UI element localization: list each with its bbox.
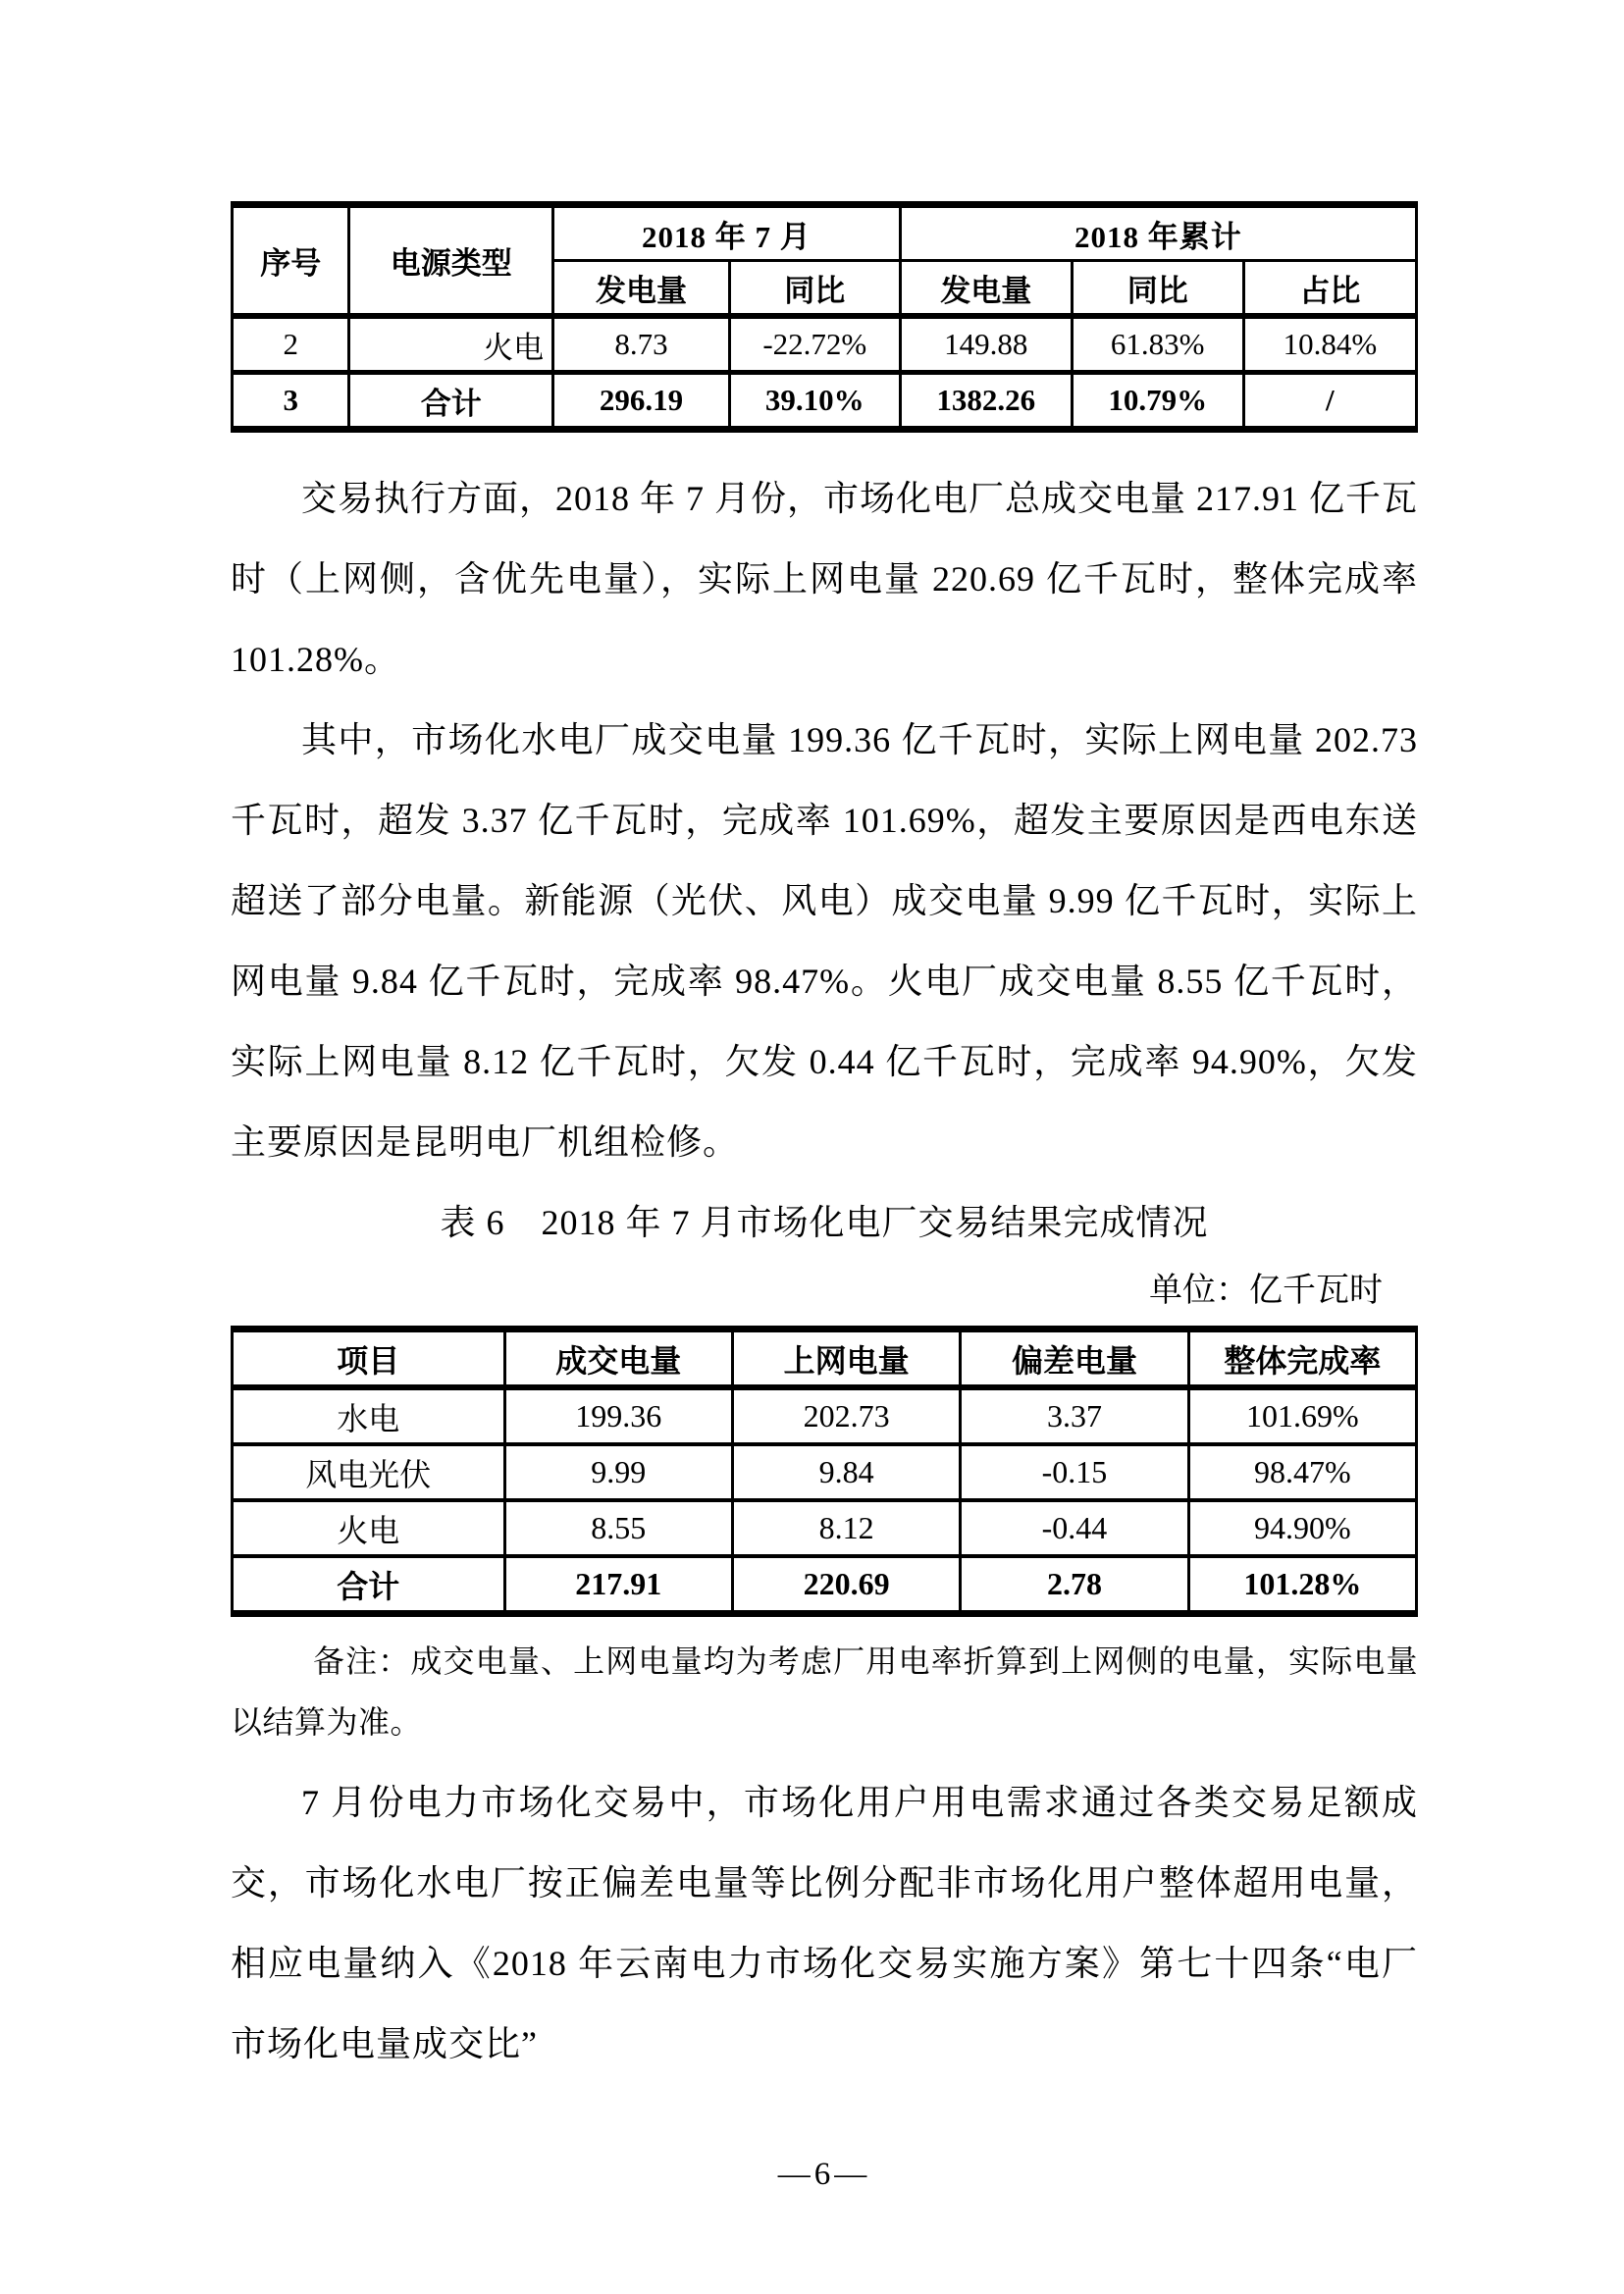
header-share: 占比 (1243, 261, 1416, 317)
cell-yoy-cumulative: 61.83% (1072, 316, 1243, 373)
market-plant-completion-table (231, 1326, 1418, 1617)
cell-deviation: -0.15 (961, 1444, 1188, 1500)
header-traded-volume: 成交电量 (504, 1329, 732, 1388)
table6-row-thermal (233, 1500, 1417, 1556)
cell-yoy-cumulative: 10.79% (1072, 373, 1243, 430)
header-seq: 序号 (233, 205, 349, 317)
cell-ongrid: 202.73 (732, 1387, 960, 1444)
table6-row-hydro (233, 1387, 1417, 1444)
cell-ongrid: 8.12 (732, 1500, 960, 1556)
cell-rate: 94.90% (1188, 1500, 1416, 1556)
cell-gen-month: 8.73 (553, 316, 730, 373)
table-row-total (233, 373, 1417, 430)
header-ongrid-volume: 上网电量 (732, 1329, 960, 1388)
cell-type: 合计 (349, 373, 553, 430)
table-header-row-groups (233, 205, 1417, 261)
cell-ongrid: 220.69 (732, 1556, 960, 1614)
header-month-group: 2018 年 7 月 (553, 205, 901, 261)
cell-yoy-month: 39.10% (729, 373, 900, 430)
table6-note: 备注：成交电量、上网电量均为考虑厂用电率折算到上网侧的电量，实际电量以结算为准。 (231, 1643, 1418, 1740)
cell-rate: 101.28% (1188, 1556, 1416, 1614)
cell-item: 风电光伏 (233, 1444, 505, 1500)
paragraph-breakdown: 其中，市场化水电厂成交电量 199.36 亿千瓦时，实际上网电量 202.73 千瓦时，超发 3.37 亿千瓦时，完成率 101.69%，超发主要原因是西电东送超送了部分电量。新能源（光伏、风电）成交电量 9.99 亿千瓦时，实际上网电量 9.84 亿千瓦时，完成率 98.47%。火电厂成交电量 8.55 亿千瓦时，实际上网电量 8.12 亿千瓦时，欠发 0.44 亿千瓦时，完成率 94.90%，欠发主要原因是昆明电厂机组检修。 (231, 720, 1418, 1162)
power-generation-table (231, 201, 1418, 433)
cell-item: 合计 (233, 1556, 505, 1614)
cell-deviation: -0.44 (961, 1500, 1188, 1556)
table6-row-wind-solar (233, 1444, 1417, 1500)
header-yoy-cumulative: 同比 (1072, 261, 1243, 317)
cell-gen-cumulative: 1382.26 (900, 373, 1072, 430)
cell-seq: 3 (233, 373, 349, 430)
cell-yoy-month: -22.72% (729, 316, 900, 373)
cell-deviation: 2.78 (961, 1556, 1188, 1614)
header-completion-rate: 整体完成率 (1188, 1329, 1416, 1388)
table-row-thermal (233, 316, 1417, 373)
cell-item: 火电 (233, 1500, 505, 1556)
header-deviation-volume: 偏差电量 (961, 1329, 1188, 1388)
cell-gen-month: 296.19 (553, 373, 730, 430)
table6-header-row (233, 1329, 1417, 1388)
table6-row-total (233, 1556, 1417, 1614)
header-generation-month: 发电量 (553, 261, 730, 317)
table6-unit-label: 单位：亿千瓦时 (1149, 1273, 1383, 1309)
cell-deviation: 3.37 (961, 1387, 1188, 1444)
cell-rate: 98.47% (1188, 1444, 1416, 1500)
header-item: 项目 (233, 1329, 505, 1388)
cell-traded: 9.99 (504, 1444, 732, 1500)
cell-traded: 8.55 (504, 1500, 732, 1556)
page-number: —6— (777, 2157, 871, 2192)
cell-type: 火电 (349, 316, 553, 373)
cell-gen-cumulative: 149.88 (900, 316, 1072, 373)
cell-share: 10.84% (1243, 316, 1416, 373)
table6-caption: 表 6 2018 年 7 月市场化电厂交易结果完成情况 (440, 1203, 1209, 1242)
header-yoy-month: 同比 (729, 261, 900, 317)
cell-traded: 217.91 (504, 1556, 732, 1614)
header-cumulative-group: 2018 年累计 (900, 205, 1416, 261)
header-generation-cumulative: 发电量 (900, 261, 1072, 317)
paragraph-july-market: 7 月份电力市场化交易中，市场化用户用电需求通过各类交易足额成交，市场化水电厂按正偏差电量等比例分配非市场化用户整体超用电量，相应电量纳入《2018 年云南电力市场化交易实施方案》第七十四条“电厂市场化电量成交比” (231, 1783, 1418, 2063)
cell-item: 水电 (233, 1387, 505, 1444)
header-source-type: 电源类型 (349, 205, 553, 317)
page-content (231, 201, 1418, 2193)
cell-seq: 2 (233, 316, 349, 373)
cell-rate: 101.69% (1188, 1387, 1416, 1444)
cell-ongrid: 9.84 (732, 1444, 960, 1500)
paragraph-trade-execution: 交易执行方面，2018 年 7 月份，市场化电厂总成交电量 217.91 亿千瓦时（上网侧，含优先电量），实际上网电量 220.69 亿千瓦时，整体完成率 101.28%。 (231, 479, 1419, 679)
cell-traded: 199.36 (504, 1387, 732, 1444)
cell-share: / (1243, 373, 1416, 430)
